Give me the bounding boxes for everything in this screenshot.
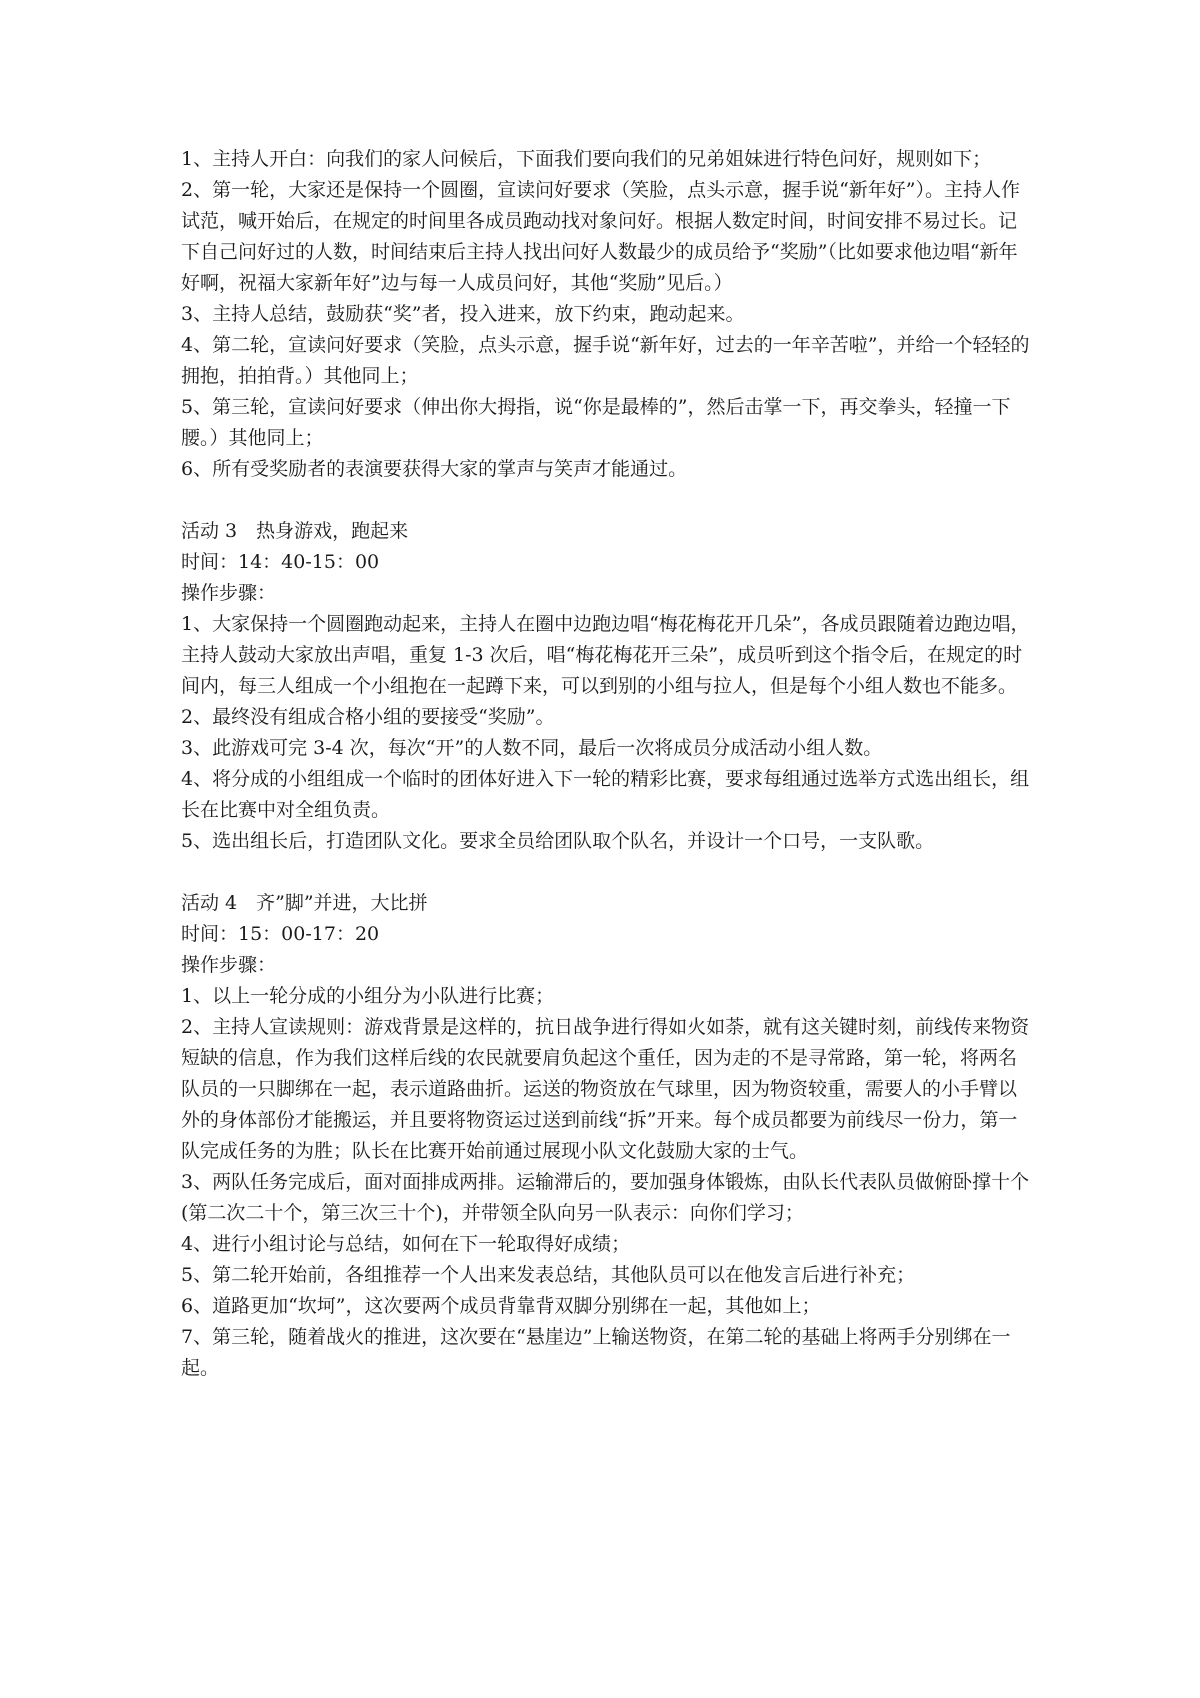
step-item: 2、主持人宣读规则：游戏背景是这样的，抗日战争进行得如火如荼，就有这关键时刻，前线传来物资短缺的信息，作为我们这样后线的农民就要肩负起这个重任，因为走的不是寻常路，第一轮，将两名队员的一只脚绑在一起，表示道路曲折。运送的物资放在气球里，因为物资较重，需要人的小手臂以外的身体部份才能搬运，并且要将物资运过送到前线“拆”开来。每个成员都要为前线尽一份力，第一队完成任务的为胜；队长在比赛开始前通过展现小队文化鼓励大家的士气。 [181,1016,1030,1162]
section-greeting-rules [181,144,1030,485]
step-item: 2、第一轮，大家还是保持一个圆圈，宣读问好要求（笑脸，点头示意，握手说“新年好”）。主持人作试范，喊开始后，在规定的时间里各成员跑动找对象问好。根据人数定时间，时间安排不易过长。记下自己问好过的人数，时间结束后主持人找出问好人数最少的成员给予“奖励”（比如要求他边唱“新年好啊，祝福大家新年好”边与每一人成员问好，其他“奖励”见后。） [181,179,1021,294]
step-item: 4、第二轮，宣读问好要求（笑脸，点头示意，握手说“新年好，过去的一年辛苦啦”，并给一个轻轻的拥抱，拍拍背。）其他同上； [181,334,1030,387]
section-activity-3 [181,516,1030,857]
activity-time: 时间：14：40-15：00 [181,551,380,573]
step-item: 5、选出组长后，打造团队文化。要求全员给团队取个队名，并设计一个口号，一支队歌。 [181,830,935,852]
step-item: 1、以上一轮分成的小组分为小队进行比赛； [181,985,555,1007]
section-activity-4 [181,888,1030,1384]
step-item: 7、第三轮，随着战火的推进，这次要在“悬崖边”上输送物资，在第二轮的基础上将两手分别绑在一起。 [181,1326,1011,1379]
steps-label: 操作步骤： [181,954,277,976]
step-item: 3、主持人总结，鼓励获“奖”者，投入进来，放下约束，跑动起来。 [181,303,745,325]
activity-title: 活动 3 热身游戏，跑起来 [181,520,409,542]
activity-title: 活动 4 齐”脚”并进，大比拼 [181,892,428,914]
step-item: 4、进行小组讨论与总结，如何在下一轮取得好成绩； [181,1233,631,1255]
step-item: 5、第三轮，宣读问好要求（伸出你大拇指，说“你是最棒的”，然后击掌一下，再交拳头，轻撞一下腰。）其他同上； [181,396,1011,449]
step-item: 5、第二轮开始前，各组推荐一个人出来发表总结，其他队员可以在他发言后进行补充； [181,1264,916,1286]
steps-label: 操作步骤： [181,582,277,604]
step-item: 3、两队任务完成后，面对面排成两排。运输滞后的，要加强身体锻炼，由队长代表队员做俯卧撑十个(第二次二十个，第三次三十个)，并带领全队向另一队表示：向你们学习； [181,1171,1030,1224]
step-item: 6、所有受奖励者的表演要获得大家的掌声与笑声才能通过。 [181,458,688,480]
step-item: 6、道路更加“坎坷”，这次要两个成员背靠背双脚分别绑在一起，其他如上； [181,1295,821,1317]
step-item: 1、大家保持一个圆圈跑动起来，主持人在圈中边跑边唱“梅花梅花开几朵”，各成员跟随着边跑边唱，主持人鼓动大家放出声唱，重复 1-3 次后，唱“梅花梅花开三朵”，成员听到这个指令后，在规定的时间内，每三人组成一个小组抱在一起蹲下来，可以到别的小组与拉人，但是每个小组人数也不能多。 [181,613,1030,697]
step-item: 4、将分成的小组组成一个临时的团体好进入下一轮的精彩比赛，要求每组通过选举方式选出组长，组长在比赛中对全组负责。 [181,768,1030,821]
step-item: 1、主持人开白：向我们的家人问候后，下面我们要向我们的兄弟姐妹进行特色问好，规则如下； [181,148,992,170]
step-item: 3、此游戏可完 3-4 次，每次“开”的人数不同，最后一次将成员分成活动小组人数。 [181,737,883,759]
step-item: 2、最终没有组成合格小组的要接受“奖励”。 [181,706,555,728]
activity-time: 时间：15：00-17：20 [181,923,380,945]
